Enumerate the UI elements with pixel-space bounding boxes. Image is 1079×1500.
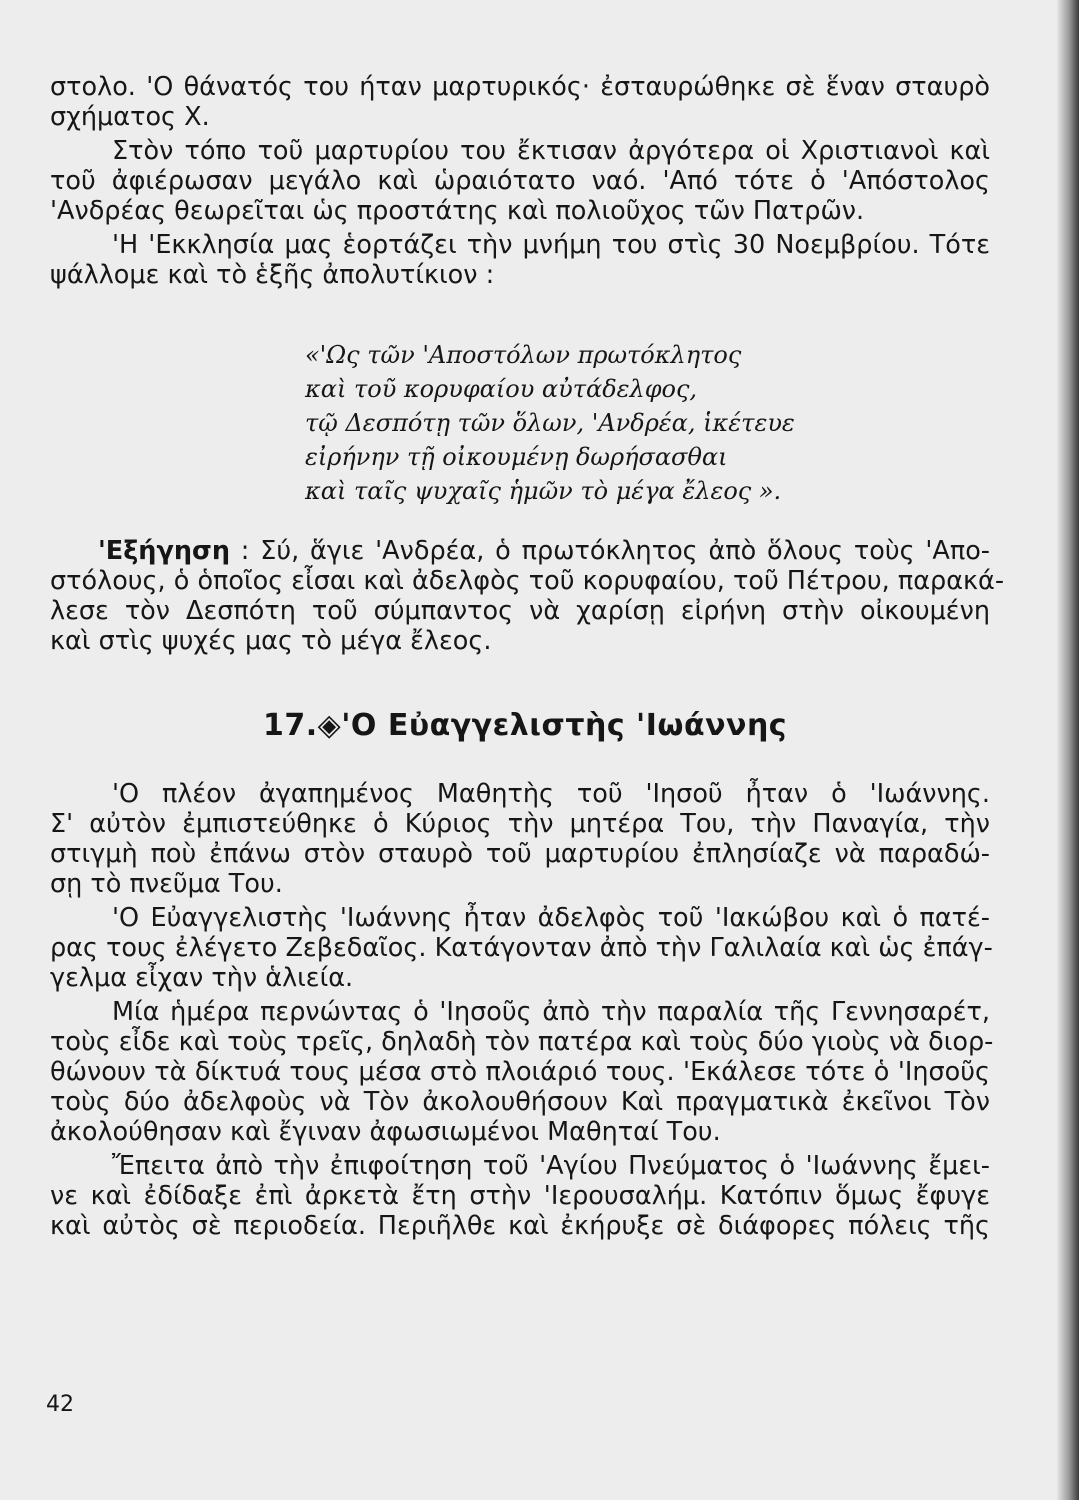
text-line: τοὺς εἶδε καὶ τοὺς τρεῖς, δηλαδὴ τὸν πατέρα καὶ τοὺς δύο γιοὺς νὰ διορ- [50,1027,994,1057]
text-line: τοὺς δύο ἀδελφοὺς νὰ Τὸν ἀκολουθήσουν Καὶ πραγματικὰ ἐκεῖνοι Τὸν [50,1087,990,1117]
section-heading: 17.◈'Ο Εὐαγγελιστὴς 'Ιωάννης [263,708,788,743]
text-line: ψάλλομε καὶ τὸ ἑξῆς ἀπολυτίκιον : [50,260,495,290]
text-line: Μία ἡμέρα περνώντας ὁ 'Ιησοῦς ἀπὸ τὴν παραλία τῆς Γεννησαρέτ, [112,997,990,1027]
hymn-line: «'Ως τῶν 'Αποστόλων πρωτόκλητος [305,341,742,369]
page-content [50,72,1005,1245]
text-line: στιγμὴ ποὺ ἐπάνω στὸν σταυρὸ τοῦ μαρτυρίου ἐπλησίαζε νὰ παραδώ- [50,839,990,869]
section-paragraph-3 [50,997,994,1147]
section-paragraph-1 [50,779,990,899]
page-number: 42 [46,1392,74,1417]
section-body [50,779,994,1241]
feast-paragraph [50,230,990,290]
text-line: 'Ο Εὐαγγελιστὴς 'Ιωάννης ἦταν ἀδελφὸς τοῦ 'Ιακώβου καὶ ὁ πατέ- [112,903,990,933]
text-line: Στὸν τόπο τοῦ μαρτυρίου του ἔκτισαν ἀργότερα οἱ Χριστιανοὶ καὶ [112,136,990,166]
hymn-line: καὶ ταῖς ψυχαῖς ἡμῶν τὸ μέγα ἔλεος ». [305,477,782,505]
text-line: καὶ αὐτὸς σὲ περιοδεία. Περιῆλθε καὶ ἐκήρυξε σὲ διάφορες πόλεις τῆς [50,1211,990,1241]
intro-paragraph [50,72,990,132]
church-paragraph [50,136,990,226]
hymn-line: εἰρήνην τῇ οἰκουμένῃ δωρήσασθαι [305,443,728,471]
section-paragraph-2 [50,903,993,993]
explanation-label: 'Εξήγηση [98,536,230,566]
text-line: Ἔπειτα ἀπὸ τὴν ἐπιφοίτηση τοῦ 'Αγίου Πνεύματος ὁ 'Ιωάννης ἔμει- [112,1151,990,1181]
text-line: γελμα εἶχαν τὴν ἁλιεία. [50,963,354,993]
text-line: Σ' αὐτὸν ἐμπιστεύθηκε ὁ Κύριος τὴν μητέρα Του, τὴν Παναγία, τὴν [50,809,990,839]
text-line: ρας τους ἐλέγετο Ζεβεδαῖος. Κατάγονταν ἀπὸ τὴν Γαλιλαία καὶ ὡς ἐπάγ- [50,933,993,963]
text-line: λεσε τὸν Δεσπότη τοῦ σύμπαντος νὰ χαρίσῃ εἰρήνη στὴν οἰκουμένη [50,596,990,626]
apolytikion-hymn [305,338,990,508]
text-line: σῃ τὸ πνεῦμα Του. [50,869,283,899]
page-edge-shadow [1057,0,1079,1500]
hymn-line: καὶ τοῦ κορυφαίου αὐτάδελφος, [305,375,698,403]
text-line: 'Η 'Εκκλησία μας ἑορτάζει τὴν μνήμη του στὶς 30 Νοεμβρίου. Τότε [112,230,990,260]
text-line: τοῦ ἀφιέρωσαν μεγάλο καὶ ὡραιότατο ναό. 'Από τότε ὁ 'Απόστολος [50,166,990,196]
text-line: στολο. 'Ο θάνατός του ήταν μαρτυρικός· ἐσταυρώθηκε σὲ ἕναν σταυρὸ [50,72,990,102]
text-line: στόλους, ὁ ὁποῖος εἶσαι καὶ ἀδελφὸς τοῦ κορυφαίου, τοῦ Πέτρου, παρακά- [50,566,1005,596]
text-line: νε καὶ ἐδίδαξε ἐπὶ ἀρκετὰ ἔτη στὴν 'Ιερουσαλήμ. Κατόπιν ὅμως ἔφυγε [50,1181,990,1211]
text-line: 'Ανδρέας θεωρεῖται ὡς προστάτης καὶ πολιοῦχος τῶν Πατρῶν. [50,196,865,226]
explanation-paragraph [50,536,1005,656]
text-line: ἀκολούθησαν καὶ ἔγιναν ἀφωσιωμένοι Μαθηταί Του. [50,1117,721,1147]
text-line: 'Ο πλέον ἀγαπημένος Μαθητὴς τοῦ 'Ιησοῦ ἦταν ὁ 'Ιωάννης. [112,779,990,809]
text-line: θώνουν τὰ δίκτυά τους μέσα στὸ πλοιάριό τους. 'Εκάλεσε τότε ὁ 'Ιησοῦς [50,1057,990,1087]
text-line [50,536,990,566]
hymn-line: τῷ Δεσπότῃ τῶν ὅλων, 'Ανδρέα, ἱκέτευε [305,409,795,437]
section-paragraph-4 [50,1151,990,1241]
text-line: σχήματος X. [50,102,210,132]
text-line: καὶ στὶς ψυχές μας τὸ μέγα ἔλεος. [50,626,492,656]
explanation-text: : Σύ, ἅγιε 'Ανδρέα, ὁ πρωτόκλητος ἀπὸ ὅλους τοὺς 'Απο- [229,536,990,566]
